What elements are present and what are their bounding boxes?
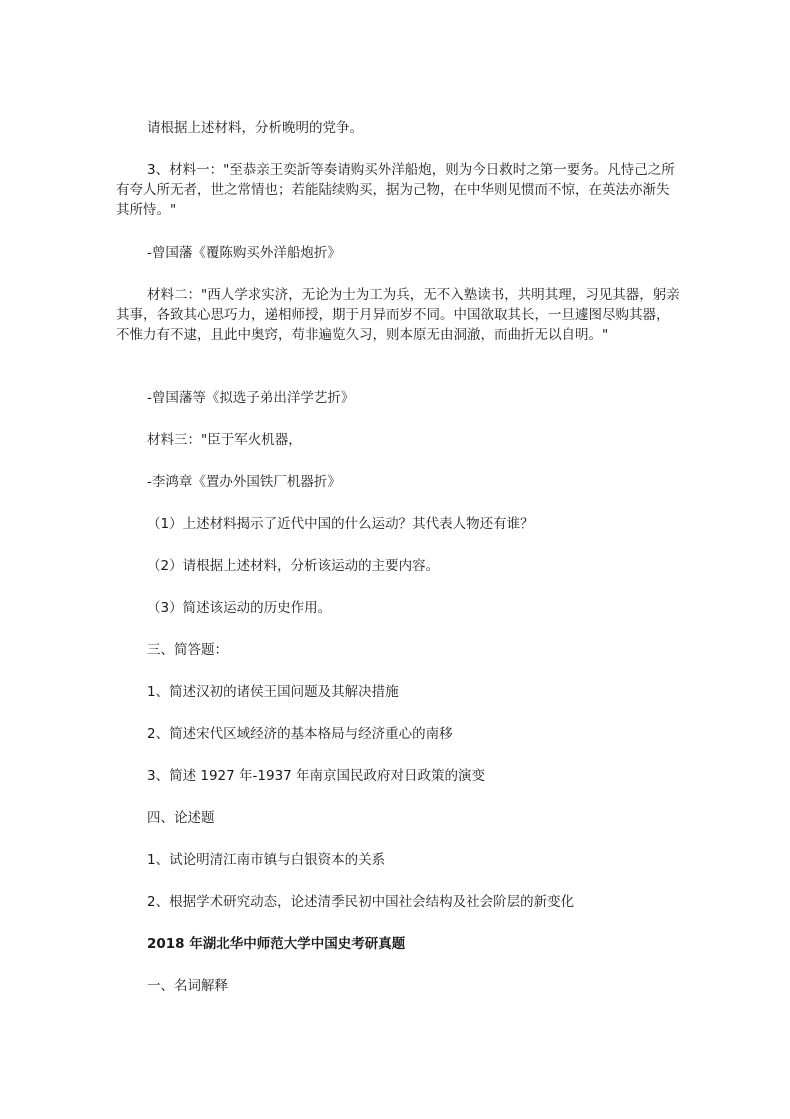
question-item-2: （2）请根据上述材料，分析该运动的主要内容。 [147, 558, 440, 574]
exam-title-2018: 2018 年湖北华中师范大学中国史考研真题 [147, 936, 406, 952]
short-answer-item-1: 1、简述汉初的诸侯王国问题及其解决措施 [147, 684, 399, 700]
paragraph-material-one: 3、材料一："至恭亲王奕訢等奏请购买外洋船炮，则为今日救时之第一要务。凡恃己之所有夸人所无者，世之常情也；若能陆续购买，据为己物，在中华则见惯而不惊，在英法亦渐失其所恃。" [116, 162, 675, 218]
paragraph-source-three: -李鸿章《置办外国铁厂机器折》 [147, 474, 341, 490]
section-heading-terms: 一、名词解释 [147, 978, 228, 994]
paragraph-dangzheng-question: 请根据上述材料，分析晚明的党争。 [147, 120, 363, 136]
paragraph-source-two: -曾国藩等《拟选子弟出洋学艺折》 [147, 390, 355, 406]
paragraph-material-two: 材料二："西人学求实济，无论为士为工为兵，无不入塾读书，共明其理，习见其器，躬亲其事，各致其心思巧力，递相师授，期于月异而岁不同。中国欲取其长，一旦遽图尽购其器，不惟力有不逮，且此中奥窍，苟非遍览久习，则本原无由洞澈，而曲折无以自明。" [116, 287, 680, 343]
question-item-1: （1）上述材料揭示了近代中国的什么运动？其代表人物还有谁？ [147, 516, 534, 532]
short-answer-item-3: 3、简述 1927 年-1937 年南京国民政府对日政策的演变 [147, 768, 486, 784]
short-answer-item-2: 2、简述宋代区域经济的基本格局与经济重心的南移 [147, 726, 453, 742]
essay-item-2: 2、根据学术研究动态，论述清季民初中国社会结构及社会阶层的新变化 [147, 894, 575, 910]
essay-item-1: 1、试论明清江南市镇与白银资本的关系 [147, 852, 386, 868]
paragraph-source-one: -曾国藩《覆陈购买外洋船炮折》 [147, 245, 341, 261]
section-heading-essay: 四、论述题 [147, 810, 215, 826]
question-item-3: （3）简述该运动的历史作用。 [147, 600, 332, 616]
paragraph-material-three: 材料三："臣于军火机器， [147, 432, 302, 448]
section-heading-short-answer: 三、简答题： [147, 642, 228, 658]
